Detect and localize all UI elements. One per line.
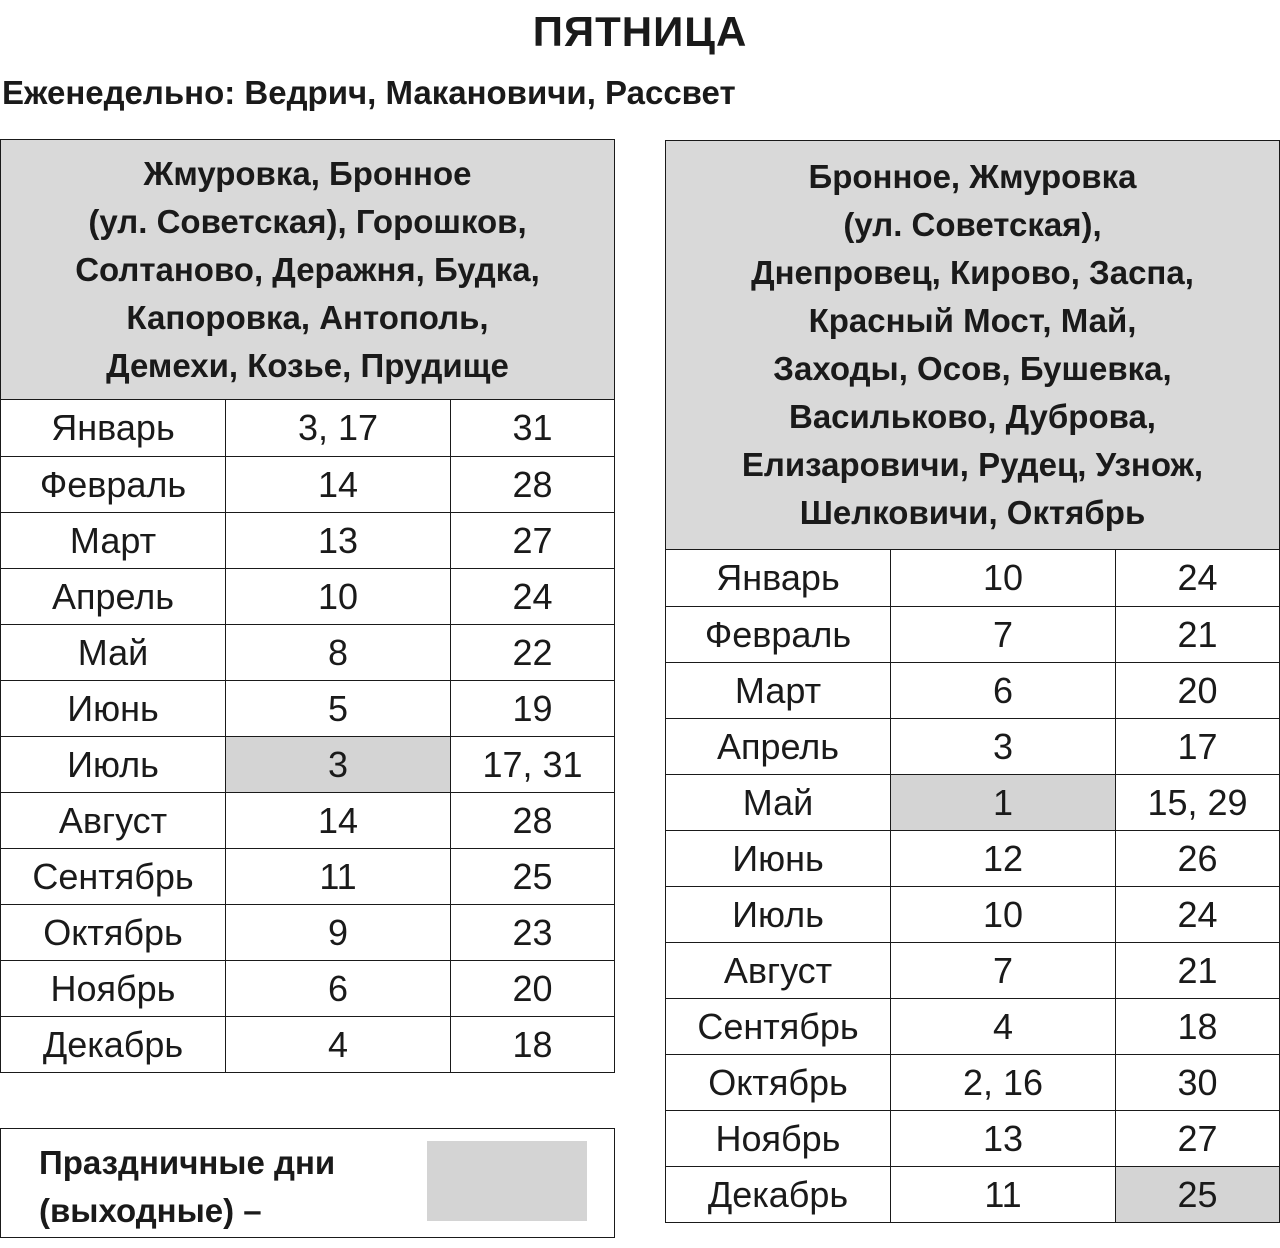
header-line: Жмуровка, Бронное [143,154,472,192]
holiday-date-cell: 25 [1116,1167,1279,1222]
header-line: Капоровка, Антополь, [126,298,489,336]
header-line: Бронное, Жмуровка [808,158,1137,195]
month-cell: Октябрь [666,1055,891,1110]
header-line: Солтаново, Деражня, Будка, [75,250,540,288]
month-cell: Август [666,943,891,998]
date-cell: 22 [512,631,553,673]
date-cell: 7 [891,607,1116,662]
month-cell: Октябрь [1,905,226,960]
month-cell: Апрель [1,569,226,624]
legend-line: (выходные) – [39,1192,262,1229]
date-cell: 13 [226,513,451,568]
date-cell: 24 [1177,557,1218,598]
date-cell: 11 [226,849,451,904]
table-row [666,606,1279,662]
table-row [1,904,614,960]
date-cell: 24 [512,575,553,617]
date-cell: 28 [512,463,553,505]
month-cell: Декабрь [666,1167,891,1222]
table-row [666,942,1279,998]
table-row [1,568,614,624]
month-cell: Июнь [666,831,891,886]
date-cell: 31 [512,407,553,448]
table-row [1,680,614,736]
month-cell: Июль [666,887,891,942]
date-cell: 27 [1177,1117,1218,1159]
date-cell: 6 [891,663,1116,718]
date-cell: 7 [891,943,1116,998]
date-cell: 4 [226,1017,451,1072]
date-cell: 20 [512,967,553,1009]
date-cell: 14 [226,793,451,848]
table-row [666,1110,1279,1166]
month-cell: Декабрь [1,1017,226,1072]
date-cell: 19 [512,687,553,729]
header-line: (ул. Советская), Горошков, [88,202,527,240]
date-cell: 3 [891,719,1116,774]
page-title: ПЯТНИЦА [532,8,748,55]
holiday-date-cell: 1 [891,775,1116,830]
date-cell: 27 [512,519,553,561]
table-row [1,960,614,1016]
date-cell: 20 [1177,669,1218,711]
date-cell: 23 [512,911,553,953]
month-cell: Май [666,775,891,830]
header-line: Днепровец, Кирово, Заспа, [751,254,1194,291]
date-cell: 30 [1177,1061,1218,1103]
date-cell: 28 [512,799,553,841]
table-row [1,456,614,512]
date-cell: 10 [891,887,1116,942]
month-cell: Февраль [666,607,891,662]
table-row [1,512,614,568]
header-line: Шелковичи, Октябрь [799,494,1146,531]
month-cell: Июнь [1,681,226,736]
date-cell: 8 [226,625,451,680]
table-row [666,886,1279,942]
date-cell: 18 [1177,1005,1218,1047]
date-cell: 24 [1177,893,1218,935]
month-cell: Апрель [666,719,891,774]
holiday-swatch [427,1141,587,1221]
table-row [666,1054,1279,1110]
date-cell: 3, 17 [226,400,451,456]
date-cell: 11 [891,1167,1116,1222]
date-cell: 2, 16 [891,1055,1116,1110]
date-cell: 21 [1177,613,1218,655]
table-row [666,550,1279,606]
table-body-left [1,400,614,1072]
table-row [666,998,1279,1054]
date-cell: 13 [891,1111,1116,1166]
month-cell: Сентябрь [1,849,226,904]
weekly-villages: Еженедельно: Ведрич, Макановичи, Рассвет [2,74,736,111]
date-cell: 14 [226,457,451,512]
header-line: Красный Мост, Май, [808,302,1137,339]
table-row [666,718,1279,774]
header-line: (ул. Советская), [843,206,1102,243]
month-cell: Июль [1,737,226,792]
table-row [1,736,614,792]
month-cell: Август [1,793,226,848]
table-body-right [666,550,1279,1222]
date-cell: 12 [891,831,1116,886]
month-cell: Ноябрь [666,1111,891,1166]
month-cell: Март [1,513,226,568]
legend-line: Праздничные дни [39,1144,336,1181]
legend-label [39,1139,335,1235]
month-cell: Ноябрь [1,961,226,1016]
table-row [666,1166,1279,1222]
date-cell: 18 [512,1023,553,1065]
date-cell: 6 [226,961,451,1016]
table-header-right [666,141,1279,550]
table-header-left [1,140,614,400]
date-cell: 17 [1177,725,1218,767]
table-row [1,792,614,848]
date-cell: 10 [891,550,1116,606]
month-cell: Март [666,663,891,718]
month-cell: Февраль [1,457,226,512]
header-line: Елизаровичи, Рудец, Узнож, [741,446,1204,483]
table-row [1,848,614,904]
date-cell: 5 [226,681,451,736]
holiday-date-cell: 3 [226,737,451,792]
table-row [1,624,614,680]
header-line: Демехи, Козье, Прудище [106,346,509,384]
schedule-table-right [665,140,1280,1223]
month-cell: Май [1,625,226,680]
date-cell: 9 [226,905,451,960]
date-cell: 4 [891,999,1116,1054]
schedule-table-left [0,139,615,1073]
header-line: Заходы, Осов, Бушевка, [773,350,1172,387]
table-row [1,400,614,456]
date-cell: 17, 31 [482,743,583,785]
date-cell: 15, 29 [1147,781,1248,823]
date-cell: 26 [1177,837,1218,879]
holiday-legend [0,1128,615,1238]
month-cell: Январь [666,550,891,606]
table-row [666,662,1279,718]
header-line: Васильково, Дуброва, [788,398,1156,435]
date-cell: 25 [512,855,553,897]
month-cell: Январь [1,400,226,456]
table-row [666,830,1279,886]
month-cell: Сентябрь [666,999,891,1054]
table-row [666,774,1279,830]
date-cell: 21 [1177,949,1218,991]
table-row [1,1016,614,1072]
date-cell: 10 [226,569,451,624]
